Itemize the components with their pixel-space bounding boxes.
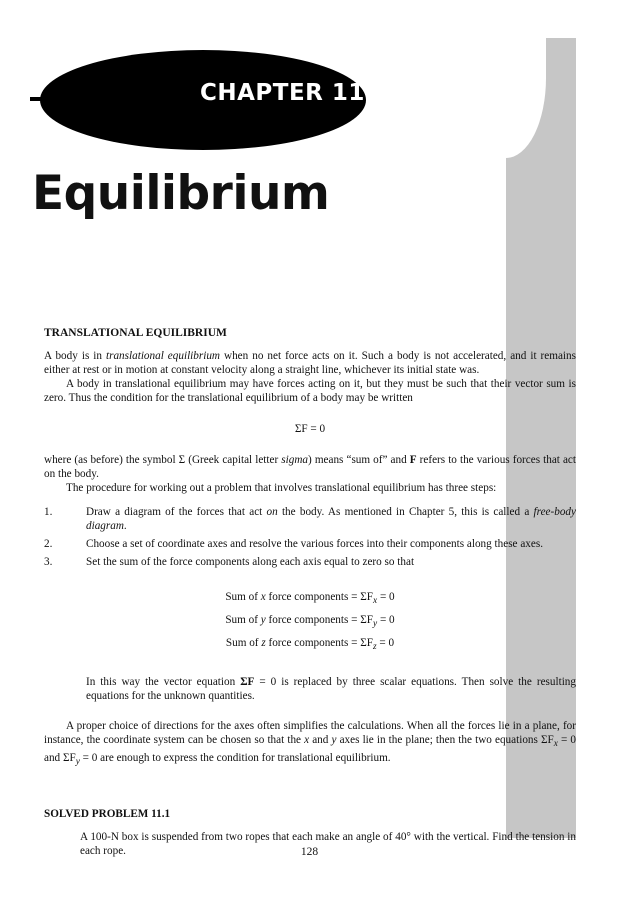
equation-z: Sum of z force components = $\Sigma F_z = 0$	[225, 637, 395, 653]
equation-y: Sum of y force components = $\Sigma F_y = 0$	[225, 614, 395, 630]
steps-list	[44, 505, 576, 569]
solved-problem-heading: SOLVED PROBLEM 11.1	[44, 808, 171, 821]
list-item: 3. Set the sum of the force components along each axis equal to zero so that	[44, 556, 415, 568]
chapter-title: Equilibrium	[32, 166, 330, 221]
page-number: 128	[300, 846, 319, 858]
chapter-rule	[30, 97, 166, 101]
page-content	[44, 326, 576, 858]
equation-main: ΣF = 0	[294, 423, 326, 435]
note-paragraph: In this way the vector equation ΣF = 0 is replaced by three scalar equations. Then solve the resulting equations for the unknown quantities.	[86, 675, 576, 702]
paragraph-5: A proper choice of directions for the axes often simplifies the calculations. When all the forces lie in a plane, for instance, the coordinate system can be chosen so that the x and y axes lie in the plane; then the two equations $\Sigma F_x = 0$ and $\Sigma F_y = 0$ are enough to express the condition for translational equilibrium.	[44, 719, 576, 768]
chapter-label: CHAPTER 11	[200, 80, 365, 106]
paragraph-3: where (as before) the symbol Σ (Greek capital letter sigma) means “sum of” and F refers to the various forces that act on the body.	[44, 454, 576, 480]
paragraph-2: A body in translational equilibrium may have forces acting on it, but they must be such that their vector sum is zero. Thus the condition for the translational equilibrium of a body may be written	[44, 378, 576, 404]
list-item: 2. Choose a set of coordinate axes and resolve the various forces into their components along these axes.	[44, 538, 543, 550]
section-heading: TRANSLATIONAL EQUILIBRIUM	[44, 327, 227, 339]
paragraph-1: A body is in translational equilibrium when no net force acts on it. Such a body is not accelerated, and it remains either at rest or in motion at constant velocity along a straight line, whichever its initial state was.	[44, 350, 576, 376]
list-item: 1. Draw a diagram of the forces that act on the body. As mentioned in Chapter 5, this is called a free-body diagram.	[44, 506, 576, 532]
solved-problem-text: A 100-N box is suspended from two ropes that each make an angle of 40° with the vertical. Find the tension in each rope.	[80, 831, 576, 858]
component-equations	[44, 588, 576, 658]
equation-x: Sum of x force components = $\Sigma F_x = 0$	[225, 591, 395, 607]
paragraph-4: The procedure for working out a problem that involves translational equilibrium has three steps:	[66, 482, 497, 494]
